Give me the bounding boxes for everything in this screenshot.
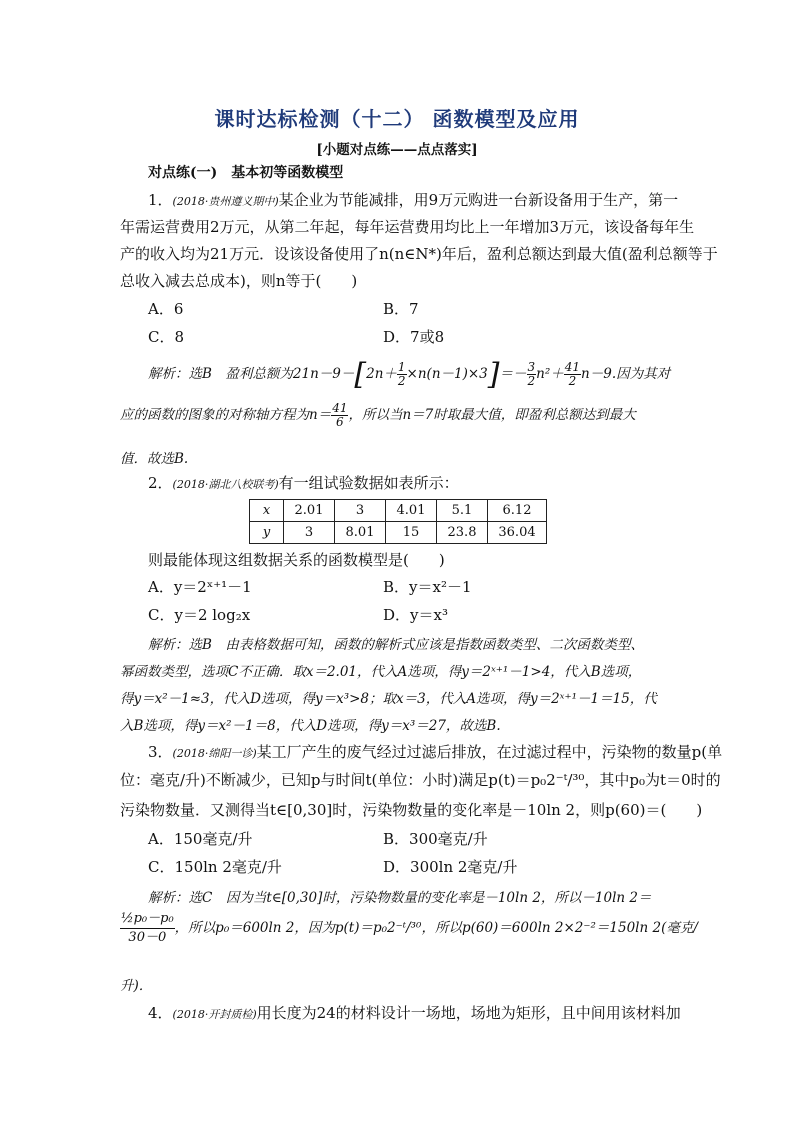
table-header-y: y [250, 522, 284, 544]
table-cell: 2.01 [284, 500, 335, 522]
q1-line2: 年需运营费用2万元，从第二年起，每年运营费用均比上一年增加3万元，该设备每年生 [120, 218, 695, 236]
q4-line1 [148, 1003, 681, 1025]
q1-source: (2018·贵州遵义期中) [172, 195, 279, 208]
q1-sol-text-a: 解析：选B 盈利总额为21n－9－ [148, 366, 355, 382]
q2-option-c: C．y＝2 log₂x [148, 606, 251, 624]
q1-sol-text-d: ＝－ [499, 366, 527, 382]
table-cell: 4.01 [386, 500, 437, 522]
q4-number: 4． [148, 1004, 173, 1022]
q2-text-1: 有一组试验数据如表所示： [278, 474, 459, 492]
q1-option-a: A．6 [148, 300, 184, 318]
table-cell: 23.8 [437, 522, 488, 544]
q3-option-a: A．150毫克/升 [148, 830, 253, 848]
q3-sol2-text: ，所以p₀＝600ln 2，因为p(t)＝p₀2⁻ᵗ/³⁰，所以p(60)＝600ln 2×2⁻²＝150ln 2(毫克/ [174, 920, 698, 936]
table-cell: 3 [284, 522, 335, 544]
q2-line2: 则最能体现这组数据关系的函数模型是( ) [148, 551, 445, 569]
q1-sol2-text-a: 应的函数的图象的对称轴方程为n＝ [120, 407, 332, 423]
q3-rate-fraction: $\frac{\text{½p₀－p₀}}{30-0}$ [121, 911, 174, 945]
table-header-x: x [250, 500, 284, 522]
q1-bracket-right: ] [487, 357, 500, 392]
q1-frac-3-2: $\frac{3}{2}$ [527, 360, 536, 388]
q3-source: (2018·绵阳一诊) [172, 747, 257, 760]
q1-option-c: C．8 [148, 328, 185, 346]
table-cell: 5.1 [437, 500, 488, 522]
section-heading: 对点练(一) 基本初等函数模型 [148, 165, 344, 181]
q1-number: 1． [148, 191, 173, 209]
q2-line1 [148, 473, 459, 495]
table-row [250, 500, 547, 522]
q3-text-1: 某工厂产生的废气经过过滤后排放，在过滤过程中，污染物的数量p(单 [256, 743, 723, 761]
table-row [250, 522, 547, 544]
q2-solution-line2: 幂函数类型，选项C不正确．取x＝2.01，代入A选项，得y＝2ˣ⁺¹－1>4，代入B选项， [120, 664, 642, 680]
q1-frac-41-6: $\frac{41}{6}$ [332, 401, 348, 429]
q2-solution-line3: 得y＝x²－1≈3，代入D选项，得y＝x³>8；取x＝3，代入A选项，得y＝2ˣ⁺¹－1＝15，代 [120, 691, 657, 707]
q1-solution-line1 [148, 357, 670, 392]
q1-sol-text-c: ×n(n－1)×3 [406, 366, 488, 382]
q3-solution-line1: 解析：选C 因为当t∈[0,30]时，污染物数量的变化率是－10ln 2，所以－10ln 2＝ [148, 890, 652, 906]
q3-option-b: B．300毫克/升 [383, 830, 488, 848]
q1-frac-41-2: $\frac{41}{2}$ [564, 360, 581, 388]
q1-option-b: B．7 [383, 300, 419, 318]
q3-option-c: C．150ln 2毫克/升 [148, 858, 282, 876]
q1-sol2-text-b: ，所以当n＝7时取最大值，即盈利总额达到最大 [348, 407, 636, 423]
subtitle: [小题对点练——点点落实] [316, 142, 478, 158]
q1-bracket-left: [ [354, 357, 367, 392]
q2-option-b: B．y＝x²－1 [383, 578, 472, 596]
q3-solution-line3: 升)． [120, 978, 153, 994]
table-cell: 8.01 [335, 522, 386, 544]
q4-text-1: 用长度为24的材料设计一场地，场地为矩形，且中间用该材料加 [256, 1004, 681, 1022]
table-cell: 3 [335, 500, 386, 522]
q1-line4: 总收入减去总成本)，则n等于( ) [120, 272, 358, 290]
q3-option-d: D．300ln 2毫克/升 [383, 858, 518, 876]
q3-line3: 污染物数量．又测得当t∈[0,30]时，污染物数量的变化率是－10ln 2，则p(60)＝( ) [120, 801, 703, 819]
q4-source: (2018·开封质检) [172, 1008, 257, 1021]
q3-line2: 位：毫克/升)不断减少，已知p与时间t(单位：小时)满足p(t)＝p₀2⁻ᵗ/³⁰，其中p₀为t＝0时的 [120, 771, 721, 789]
q1-line3: 产的收入均为21万元．设该设备使用了n(n∈N*)年后，盈利总额达到最大值(盈利总额等于 [120, 245, 718, 263]
page-title: 课时达标检测（十二） 函数模型及应用 [214, 107, 580, 131]
table-cell: 6.12 [488, 500, 547, 522]
q1-frac-half: $\frac{1}{2}$ [397, 360, 406, 388]
q3-line1 [148, 742, 722, 764]
table-cell: 36.04 [488, 522, 547, 544]
q2-solution-line4: 入B选项，得y＝x²－1＝8，代入D选项，得y＝x³＝27，故选B. [120, 718, 501, 734]
q3-solution-line2 [120, 910, 698, 947]
q1-sol-text-b: 2n＋ [366, 366, 397, 382]
q1-option-d: D．7或8 [383, 328, 445, 346]
q1-line1 [148, 190, 678, 212]
q1-sol-text-f: n－9.因为其对 [581, 366, 671, 382]
table-cell: 15 [386, 522, 437, 544]
q1-solution-line3: 值．故选B. [120, 451, 189, 467]
q2-data-table [249, 499, 547, 544]
q1-solution-line2 [120, 402, 636, 429]
q1-sol-text-e: n²＋ [536, 366, 564, 382]
q2-solution-line1: 解析：选B 由表格数据可知，函数的解析式应该是指数函数类型、二次函数类型、 [148, 637, 644, 653]
q3-number: 3． [148, 743, 173, 761]
q1-text-1: 某企业为节能减排，用9万元购进一台新设备用于生产，第一 [278, 191, 679, 209]
q2-option-d: D．y＝x³ [383, 606, 448, 624]
q2-source: (2018·湖北八校联考) [172, 478, 279, 491]
q2-number: 2． [148, 474, 173, 492]
q2-option-a: A．y＝2ˣ⁺¹－1 [148, 578, 252, 596]
